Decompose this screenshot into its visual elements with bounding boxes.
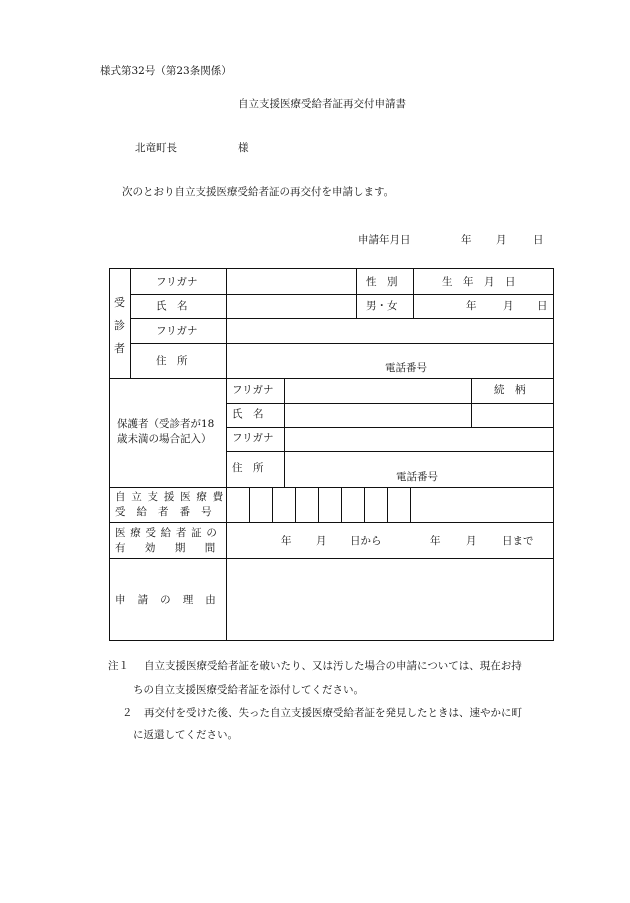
birth-month: 月 xyxy=(503,300,514,312)
validity-to-year: 年 xyxy=(430,535,441,547)
validity-from-month: 月 xyxy=(316,535,327,547)
patient-furigana2-label: フリガナ xyxy=(156,325,198,337)
application-date-label: 申請年月日 xyxy=(358,234,411,246)
note-1-line2: ちの自立支援医療受給者証を添付してください。 xyxy=(133,684,364,696)
birth-year: 年 xyxy=(466,300,477,312)
guardian-relation-label: 続 柄 xyxy=(494,384,526,396)
validity-line1: 医療受給者証の xyxy=(115,527,222,539)
validity-from-year: 年 xyxy=(281,535,292,547)
patient-address-label: 住 所 xyxy=(156,355,188,367)
guardian-phone-label: 電話番号 xyxy=(396,471,438,483)
recipient-number-line2: 受給者番号 xyxy=(115,506,223,518)
note-2-line2: に返還してください。 xyxy=(133,729,238,741)
gender-label: 性 別 xyxy=(366,276,398,288)
birth-day: 日 xyxy=(537,300,548,312)
patient-furigana-label: フリガナ xyxy=(156,276,198,288)
intro-text: 次のとおり自立支援医療受給者証の再交付を申請します。 xyxy=(122,186,395,198)
note-1-line1: 自立支援医療受給者証を破いたり、又は汚した場合の申請については、現在お持 xyxy=(144,660,522,672)
guardian-label-line1: 保護者（受診者が18 xyxy=(117,418,215,430)
patient-name-label: 氏 名 xyxy=(156,300,188,312)
addressee: 北竜町長 xyxy=(135,142,177,154)
document-title: 自立支援医療受給者証再交付申請書 xyxy=(238,98,406,110)
note-2-number: ２ xyxy=(122,707,133,719)
reason-label: 申請の理由 xyxy=(115,594,228,606)
application-date-month: 月 xyxy=(496,234,507,246)
validity-line2: 有効期間 xyxy=(115,542,235,554)
guardian-label-line2: 歳未満の場合記入） xyxy=(117,433,212,445)
honorific: 様 xyxy=(238,142,249,154)
application-date-day: 日 xyxy=(533,234,544,246)
note-1-number: 注１ xyxy=(108,660,129,672)
guardian-address-label: 住 所 xyxy=(232,462,264,474)
guardian-name-label: 氏 名 xyxy=(232,408,264,420)
patient-side-label-1: 受 xyxy=(114,296,125,309)
note-2-line1: 再交付を受けた後、失った自立支援医療受給者証を発見したときは、速やかに町 xyxy=(144,707,522,719)
validity-to-day: 日まで xyxy=(502,535,534,547)
recipient-number-line1: 自立支援医療費 xyxy=(115,491,229,503)
guardian-furigana2-label: フリガナ xyxy=(232,432,274,444)
gender-options: 男・女 xyxy=(366,300,398,312)
patient-side-label-3: 者 xyxy=(114,342,125,355)
application-date-year: 年 xyxy=(461,234,472,246)
validity-to-month: 月 xyxy=(466,535,477,547)
form-number: 様式第32号（第23条関係） xyxy=(100,65,232,77)
birthdate-label: 生 年 月 日 xyxy=(442,276,516,288)
validity-from-day: 日から xyxy=(350,535,382,547)
patient-side-label-2: 診 xyxy=(114,319,125,332)
guardian-furigana-label: フリガナ xyxy=(232,384,274,396)
patient-phone-label: 電話番号 xyxy=(385,362,427,374)
